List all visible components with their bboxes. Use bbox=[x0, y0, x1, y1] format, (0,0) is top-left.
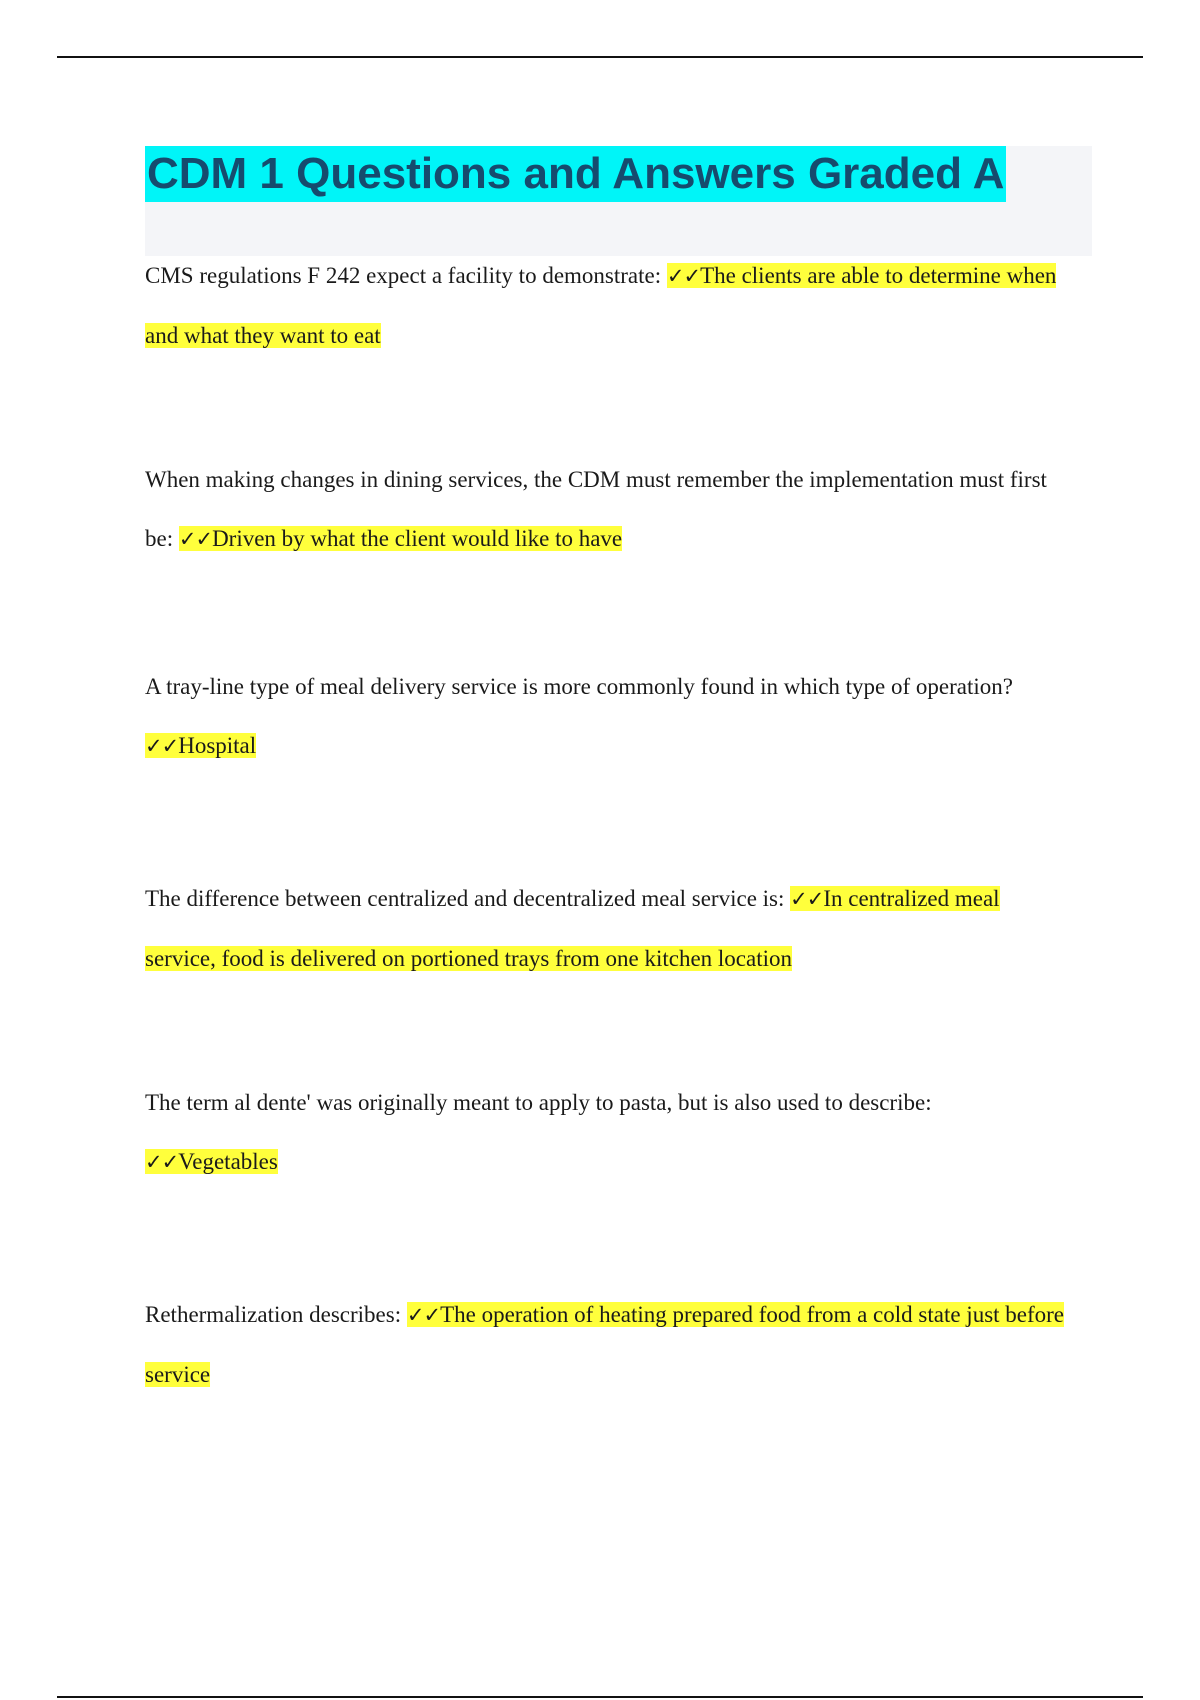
double-check-icon: ✓✓ bbox=[145, 1150, 179, 1174]
qa-item-6 bbox=[145, 1285, 1065, 1404]
answer-highlight bbox=[145, 733, 256, 758]
question-text: The term al dente' was originally meant to apply to pasta, but is also used to describe: bbox=[145, 1090, 932, 1115]
double-check-icon: ✓✓ bbox=[145, 734, 179, 758]
answer-text: The clients are able to determine when and what they want to eat bbox=[145, 263, 1057, 348]
qa-item-5 bbox=[145, 1073, 1065, 1192]
qa-item-1 bbox=[145, 246, 1065, 365]
answer-highlight bbox=[145, 1149, 278, 1174]
double-check-icon: ✓✓ bbox=[790, 887, 824, 911]
double-check-icon: ✓✓ bbox=[178, 527, 213, 551]
double-check-icon: ✓✓ bbox=[666, 264, 701, 288]
answer-text: The operation of heating prepared food from a cold state just before service bbox=[145, 1302, 1065, 1387]
question-text: A tray-line type of meal delivery service is more commonly found in which type of operation? bbox=[145, 674, 1013, 699]
qa-item-2 bbox=[145, 450, 1065, 569]
question-text: Rethermalization describes: bbox=[145, 1302, 407, 1327]
double-check-icon: ✓✓ bbox=[406, 1303, 441, 1327]
question-text: The difference between centralized and decentralized meal service is: bbox=[145, 886, 791, 911]
bottom-rule bbox=[57, 1696, 1143, 1698]
top-rule bbox=[57, 56, 1143, 58]
question-text: When making changes in dining services, the CDM must remember the implementation must first be: bbox=[145, 467, 1047, 551]
answer-highlight bbox=[179, 526, 622, 551]
qa-item-3 bbox=[145, 657, 1065, 776]
answer-text: In centralized meal service, food is delivered on portioned trays from one kitchen location bbox=[145, 886, 1000, 971]
document-title: CDM 1 Questions and Answers Graded A bbox=[145, 146, 1006, 202]
question-text: CMS regulations F 242 expect a facility to demonstrate: bbox=[145, 263, 667, 288]
answer-text: Driven by what the client would like to have bbox=[212, 526, 623, 551]
answer-text: Hospital bbox=[178, 733, 257, 758]
qa-item-4 bbox=[145, 869, 1065, 988]
answer-text: Vegetables bbox=[178, 1149, 278, 1174]
